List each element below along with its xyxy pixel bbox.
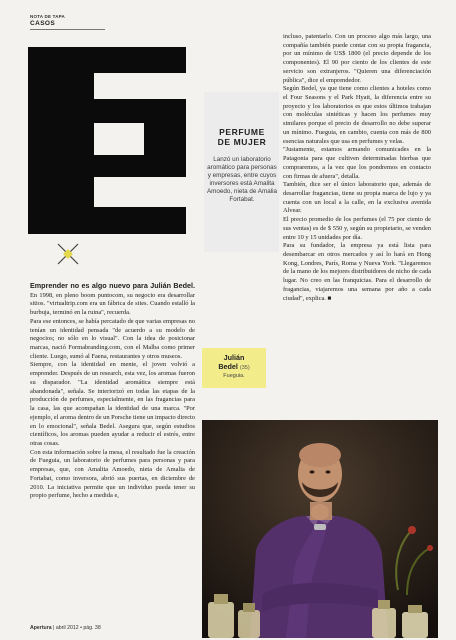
drop-cap-e: [28, 47, 186, 234]
pull-quote-name: [206, 354, 262, 372]
header-divider: [30, 29, 105, 30]
pull-quote-first-name: Julián: [223, 353, 245, 362]
sidebar-title: [206, 127, 278, 147]
article-right-column: [283, 33, 431, 303]
section-kicker: NOTA DE TAPA: [30, 14, 65, 19]
pull-quote-age: (35): [239, 364, 250, 371]
article-paragraph: Para ese entonces, se había percatado de que varias empresas no tenían un identidad pensada "de acuerdo a su modelo de negocios; no sólo en lo visual". Con la idea de posicionar marcas, nació Formabranding.com, con el Malba como primer cliente. Luego, sumó al Faena, restaurantes y otros museos.: [30, 317, 195, 360]
ornament-icon: [56, 242, 80, 266]
portrait-photo: [202, 420, 438, 638]
footer-magazine: Apertura: [30, 625, 52, 631]
article-paragraph: "Justamente, estamos armando comunicades en la Patagonia para que cultiven determinadas hierbas que compraremos, a la vez que los pondremos en contacto con firmas de afuera", detalla.: [283, 146, 431, 180]
footer-separator: •: [80, 625, 84, 631]
section-title: CASOS: [30, 20, 56, 27]
footer-issue: abril 2012: [55, 625, 79, 631]
page-footer: [30, 625, 101, 631]
pull-quote-role: Fueguia.: [223, 373, 245, 379]
article-paragraph: [30, 282, 195, 318]
article-paragraph: También, dice ser el único laboratorio que, además de desarrollar fragancias, tiene su propia marca de lujo y ya cuenta con un local a la calle, en la exclusiva avenida Alvear.: [283, 181, 431, 215]
article-paragraph: Según Bedel, ya que tiene como clientes a hoteles como el Four Seasons y el Park Hyatt, la diferencia entre su proyecto y los laboratorios es que estos últimos trabajan con moléculas sintéticas y hacen los perfumes muy similares porque el precio de desarrollo no debe superar un mínimo. Fueguia, en cambio, cuenta con más de 800 esencias naturales que usa en perfumes y velas.: [283, 85, 431, 145]
article-paragraph: Para su fundador, la empresa ya está lista para desembarcar en otros mercados y así lo hará en Hong Kong, Londres, París, Roma y Nueva York. "Llegaremos de la mano de los mejores distribuidores de nicho de cada lugar. No creo en las franquicias. Para el desarrollo de fragancias, viajaremos una semana por año a cada ciudad", explica. ■: [283, 242, 431, 302]
article-lead: Emprender no es algo nuevo para Julián Bedel.: [30, 281, 195, 290]
article-left-column: [30, 282, 195, 501]
pull-quote-last-name: Bedel: [218, 361, 238, 371]
footer-separator: |: [53, 625, 56, 631]
article-text: En 1998, en pleno boom puntocom, su negocio era desarrollar sitios. "virtualtrip.com era un fábrica de sites. Cuando estalló la burbuja, terminó en la ruina", recuerda.: [30, 291, 195, 317]
sidebar-text: Lanzó un laboratorio aromático para personas y empresas, entre cuyos inversores está Amalita Amoedo, nieta de Amalia Fortabat.: [206, 156, 277, 203]
article-paragraph: El precio promedio de los perfumes (el 75 por ciento de sus ventas) es de $ 550 y, según su propietario, se venden entre 10 y 15 unidades por día.: [283, 216, 431, 241]
article-paragraph: incluso, patentarlo. Con un proceso algo más largo, una compañía también puede contar con su propia fragancia, por un mínimo de US$ 1800 (el precio depende de los componentes). El 90 por ciento de los clientes de este servicio son extranjeros. "Quieren una diferenciación pública", dice el emprendedor.: [283, 33, 431, 84]
sidebar-title-line-2: DE MUJER: [217, 137, 267, 147]
sidebar-title-line-1: PERFUME: [219, 127, 265, 137]
article-paragraph: Siempre, con la identidad en mente, el joven volvió a emprender. Después de un research, esta vez, los aromas fueron su disparador. "La identidad aromática siempre está abandonada", señala. Se interiorizó en todas las etapas de la producción de perfumes, especialmente, en las fragancias para la casa, las que acompañan la identidad de una marca. "Por ejemplo, el aroma dentro de un Porsche tiene un impacto directo en lo emocional", señala Bedel. Asegura que, según estudios científicos, los aromas pueden ayudar a reducir el estrés, entre otras cosas.: [30, 361, 195, 447]
article-paragraph: Con esta información sobre la mesa, el resultado fue la creación de Fueguia, un laboratorio de perfumes para personas y para empresas, que, con Amalita Amoedo, nieta de Amalia de Fortabat, como inversora, abrió sus puertas, en diciembre de 2010. La iniciativa permite que un individuo pueda tener su propio perfume, hecho a medida e,: [30, 448, 195, 500]
footer-page-number: pág. 38: [83, 625, 101, 631]
